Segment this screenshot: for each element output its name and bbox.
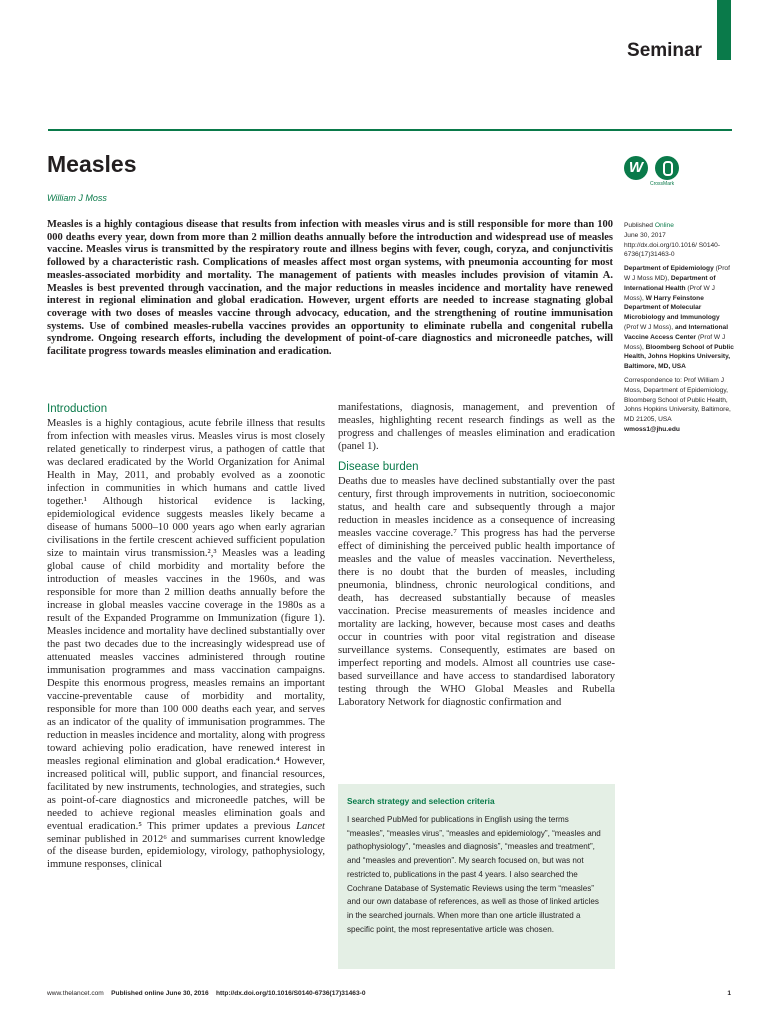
journal-name: Lancet [296,820,325,832]
affiliation-4: and International Vaccine Access Center [624,323,729,341]
doi-link[interactable]: http://dx.doi.org/10.1016/ S0140-6736(17)31463-0 [624,241,721,259]
published-date: June 30, 2017 [624,231,666,239]
column-right [338,402,615,710]
search-strategy-panel [338,784,615,969]
footer-doi[interactable]: http://dx.doi.org/10.1016/S0140-6736(17)31463-0 [215,990,366,997]
article-title: Measles [47,151,137,177]
abstract: Measles is a highly contagious disease that results from infection with measles virus and is still responsible for more than 100 000 deaths every year, down from more than 2 million deaths annually before the introduction and widespread use of measles vaccine. Measles virus is transmitted by the respiratory route and illness begins with fever, cough, coryza, and conjunctivitis followed by a characteristic rash. Complications of measles affect most organ systems, with pneumonia accounting for most measles-associated morbidity and mortality. The management of patients with measles includes provision of vitamin A. Measles is best prevented through vaccination, and the major reductions in measles incidence and mortality have renewed interest in regional elimination and global eradication. However, urgent efforts are needed to increase stagnating global coverage with two doses of measles vaccine through advocacy, education, and the strengthening of routine immunisation systems. Use of combined measles-rubella vaccines provides an opportunity to eliminate rubella and congenital rubella syndrome. Ongoing research efforts, including the development of point-of-care diagnostics and microneedle patches, will facilitate progress towards measles elimination and eradication. [47,219,613,358]
introduction-text-cont: seminar published in 2012⁶ and summarises current knowledge of the disease burden, epidemiology, virology, pathophysiology, immune responses, clinical [47,833,325,871]
page-footer [47,990,731,997]
journal-color-tab [717,0,731,60]
footer-published: Published online June 30, 2016 [111,990,209,997]
footer-site[interactable]: www.thelancet.com [47,990,104,997]
affiliation-2-note: (Prof W J Moss), [624,284,715,302]
crossmark-label: CrossMark [650,181,675,187]
affiliation-3-note: (Prof W J Moss), [624,323,674,331]
header-rule [48,129,732,131]
correspondence [624,376,734,435]
introduction-heading: Introduction [47,403,108,415]
search-strategy-text: I searched PubMed for publications in English using the terms “measles”, “measles virus”, “measles and epidemiology”, “measles and pathophysiology”, “measles and diagnosis”, “measles and treatment”, and “measles and prevention”. My search focused on, but was not restricted to, publications in the past 4 years. I also searched the Cochrane Database of Systematic Reviews using the term “measles” and our own database of references, as well as those of linked articles in the searched journals. When more than one article illustrated a specific point, the most representative article was chosen. [347,815,601,934]
introduction-continued: manifestations, diagnosis, management, and prevention of measles, highlighting recent research findings as well as the progress and challenges of measles elimination and eradication (panel 1). [338,402,615,452]
crossmark-icon[interactable] [655,156,679,180]
column-left [47,402,325,872]
search-strategy-heading: Search strategy and selection criteria [347,796,495,806]
correspondence-address: Correspondence to: Prof William J Moss, Department of Epidemiology, Bloomberg School of Public Health, Johns Hopkins University, Baltimore, MD 21205, USA [624,376,731,424]
publication-info [624,221,734,260]
author-line[interactable]: William J Moss [47,193,107,203]
affiliations [624,264,734,372]
published-online-link[interactable]: Online [654,222,674,229]
introduction-paragraph [47,418,325,872]
affiliation-1-note: (Prof W J Moss MD), [624,265,730,282]
sidebar [624,221,734,439]
affiliation-4-note: (Prof W J Moss), [624,333,726,351]
introduction-text: Measles is a highly contagious, acute febrile illness that results from infection with measles virus. Measles virus is most closely related genetically to rinderpest virus, a pathogen of cattle that was declared eradicated by the World Organization for Animal Health in May, 2011, and probably evolved as a zoonotic infection in communities in which humans and cattle lived together.¹ Although historical evidence is lacking, epidemiological evidence suggests measles likely became a disease of humans 5000–10 000 years ago when early agrarian civilisations in the fertile crescent achieved sufficient population size to maintain virus transmission.²,³ Measles was a leading global cause of child morbidity and mortality before the introduction of measles vaccines in the 1960s, and was responsible for more than 2 million deaths annually before the increase in global measles vaccine coverage in the 1980s as a result of the Expanded Programme on Immunization (figure 1). Measles incidence and mortality have declined substantially over the past two decades due to the increasingly widespread use of attenuated measles vaccines administered through routine immunisation programmes and mass vaccination campaigns. Despite this enormous progress, measles remains an important vaccine-preventable cause of morbidity and mortality, responsible for more than 100 000 deaths each year, and serves as an indicator of the quality of immunisation programmes. The reduction in measles incidence and mortality, along with progress toward achieving polio eradication, have renewed interest in measles regional elimination and global eradication.⁴ However, increased political will, public support, and financial resources, facilitated by new instruments, technologies, and strategies, such as point-of-care diagnostics and microneedle patches, will be needed to achieve regional measles elimination goals and eventual eradication.⁵ This primer updates a previous [47,418,325,832]
page-number: 1 [727,990,731,997]
disease-burden-heading: Disease burden [338,460,419,473]
published-label: Published [624,222,653,229]
affiliation-1: Department of Epidemiology [624,265,714,273]
section-label: Seminar [627,40,702,61]
affiliation-5: Bloomberg School of Public Health, Johns Hopkins University, Baltimore, MD, USA [624,343,734,371]
email-link[interactable]: wmoss1@jhu.edu [624,425,680,433]
disease-burden-paragraph: Deaths due to measles have declined substantially over the past century, first through improvements in nutrition, socioeconomic status, and health care and subsequently through a major reduction in measles incidence as a consequence of increasing measles vaccine coverage.⁷ This progress has had the perverse effect of diminishing the perceived public health importance of measles and the value of measles vaccination. Nevertheless, there is no doubt that the burden of measles, including pneumonia, blindness, chronic neurological conditions, and death, has decreased substantially because of measles vaccination. Precise measurements of measles incidence and mortality are lacking, however, because most cases and deaths occur in countries with poor vital registration and disease surveillance systems. Consequently, estimates are based on imperfect reporting and models. Almost all countries use case-based surveillance and have access to standardised laboratory testing through the WHO Global Measles and Rubella Laboratory Network for diagnostic confirmation and [338,475,615,708]
affiliation-2: Department of International Health [624,274,716,292]
affiliation-3: W Harry Feinstone Department of Molecular Microbiology and Immunology [624,294,720,322]
open-access-icon[interactable]: W [624,156,648,180]
